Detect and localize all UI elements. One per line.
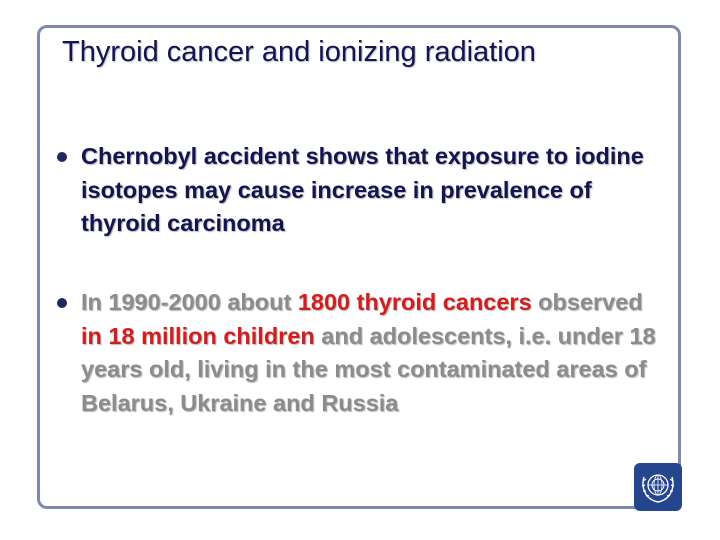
- bullet-2-highlight-cancers: 1800 thyroid cancers: [297, 289, 532, 315]
- slide-frame: [37, 25, 681, 509]
- slide-title: Thyroid cancer and ionizing radiation: [62, 36, 536, 68]
- un-emblem-icon: [634, 463, 682, 511]
- bullet-text-1: Chernobyl accident shows that exposure to iodine isotopes may cause increase in prevalence of thyroid carcinoma: [81, 143, 644, 236]
- bullet-2-segment-5: and adolescents, i.e. under 18 years old, living in the most contaminated areas of Belarus, Ukraine and Russia: [81, 322, 656, 416]
- bullet-2-segment-3: observed: [531, 289, 643, 315]
- bullet-dot-icon: [57, 152, 67, 162]
- bullet-2-segment-1: In 1990-2000 about: [81, 289, 298, 315]
- bullet-2-highlight-children: in 18 million children: [81, 322, 315, 349]
- bullet-dot-icon: [57, 298, 67, 308]
- bullet-text-2: [81, 286, 661, 420]
